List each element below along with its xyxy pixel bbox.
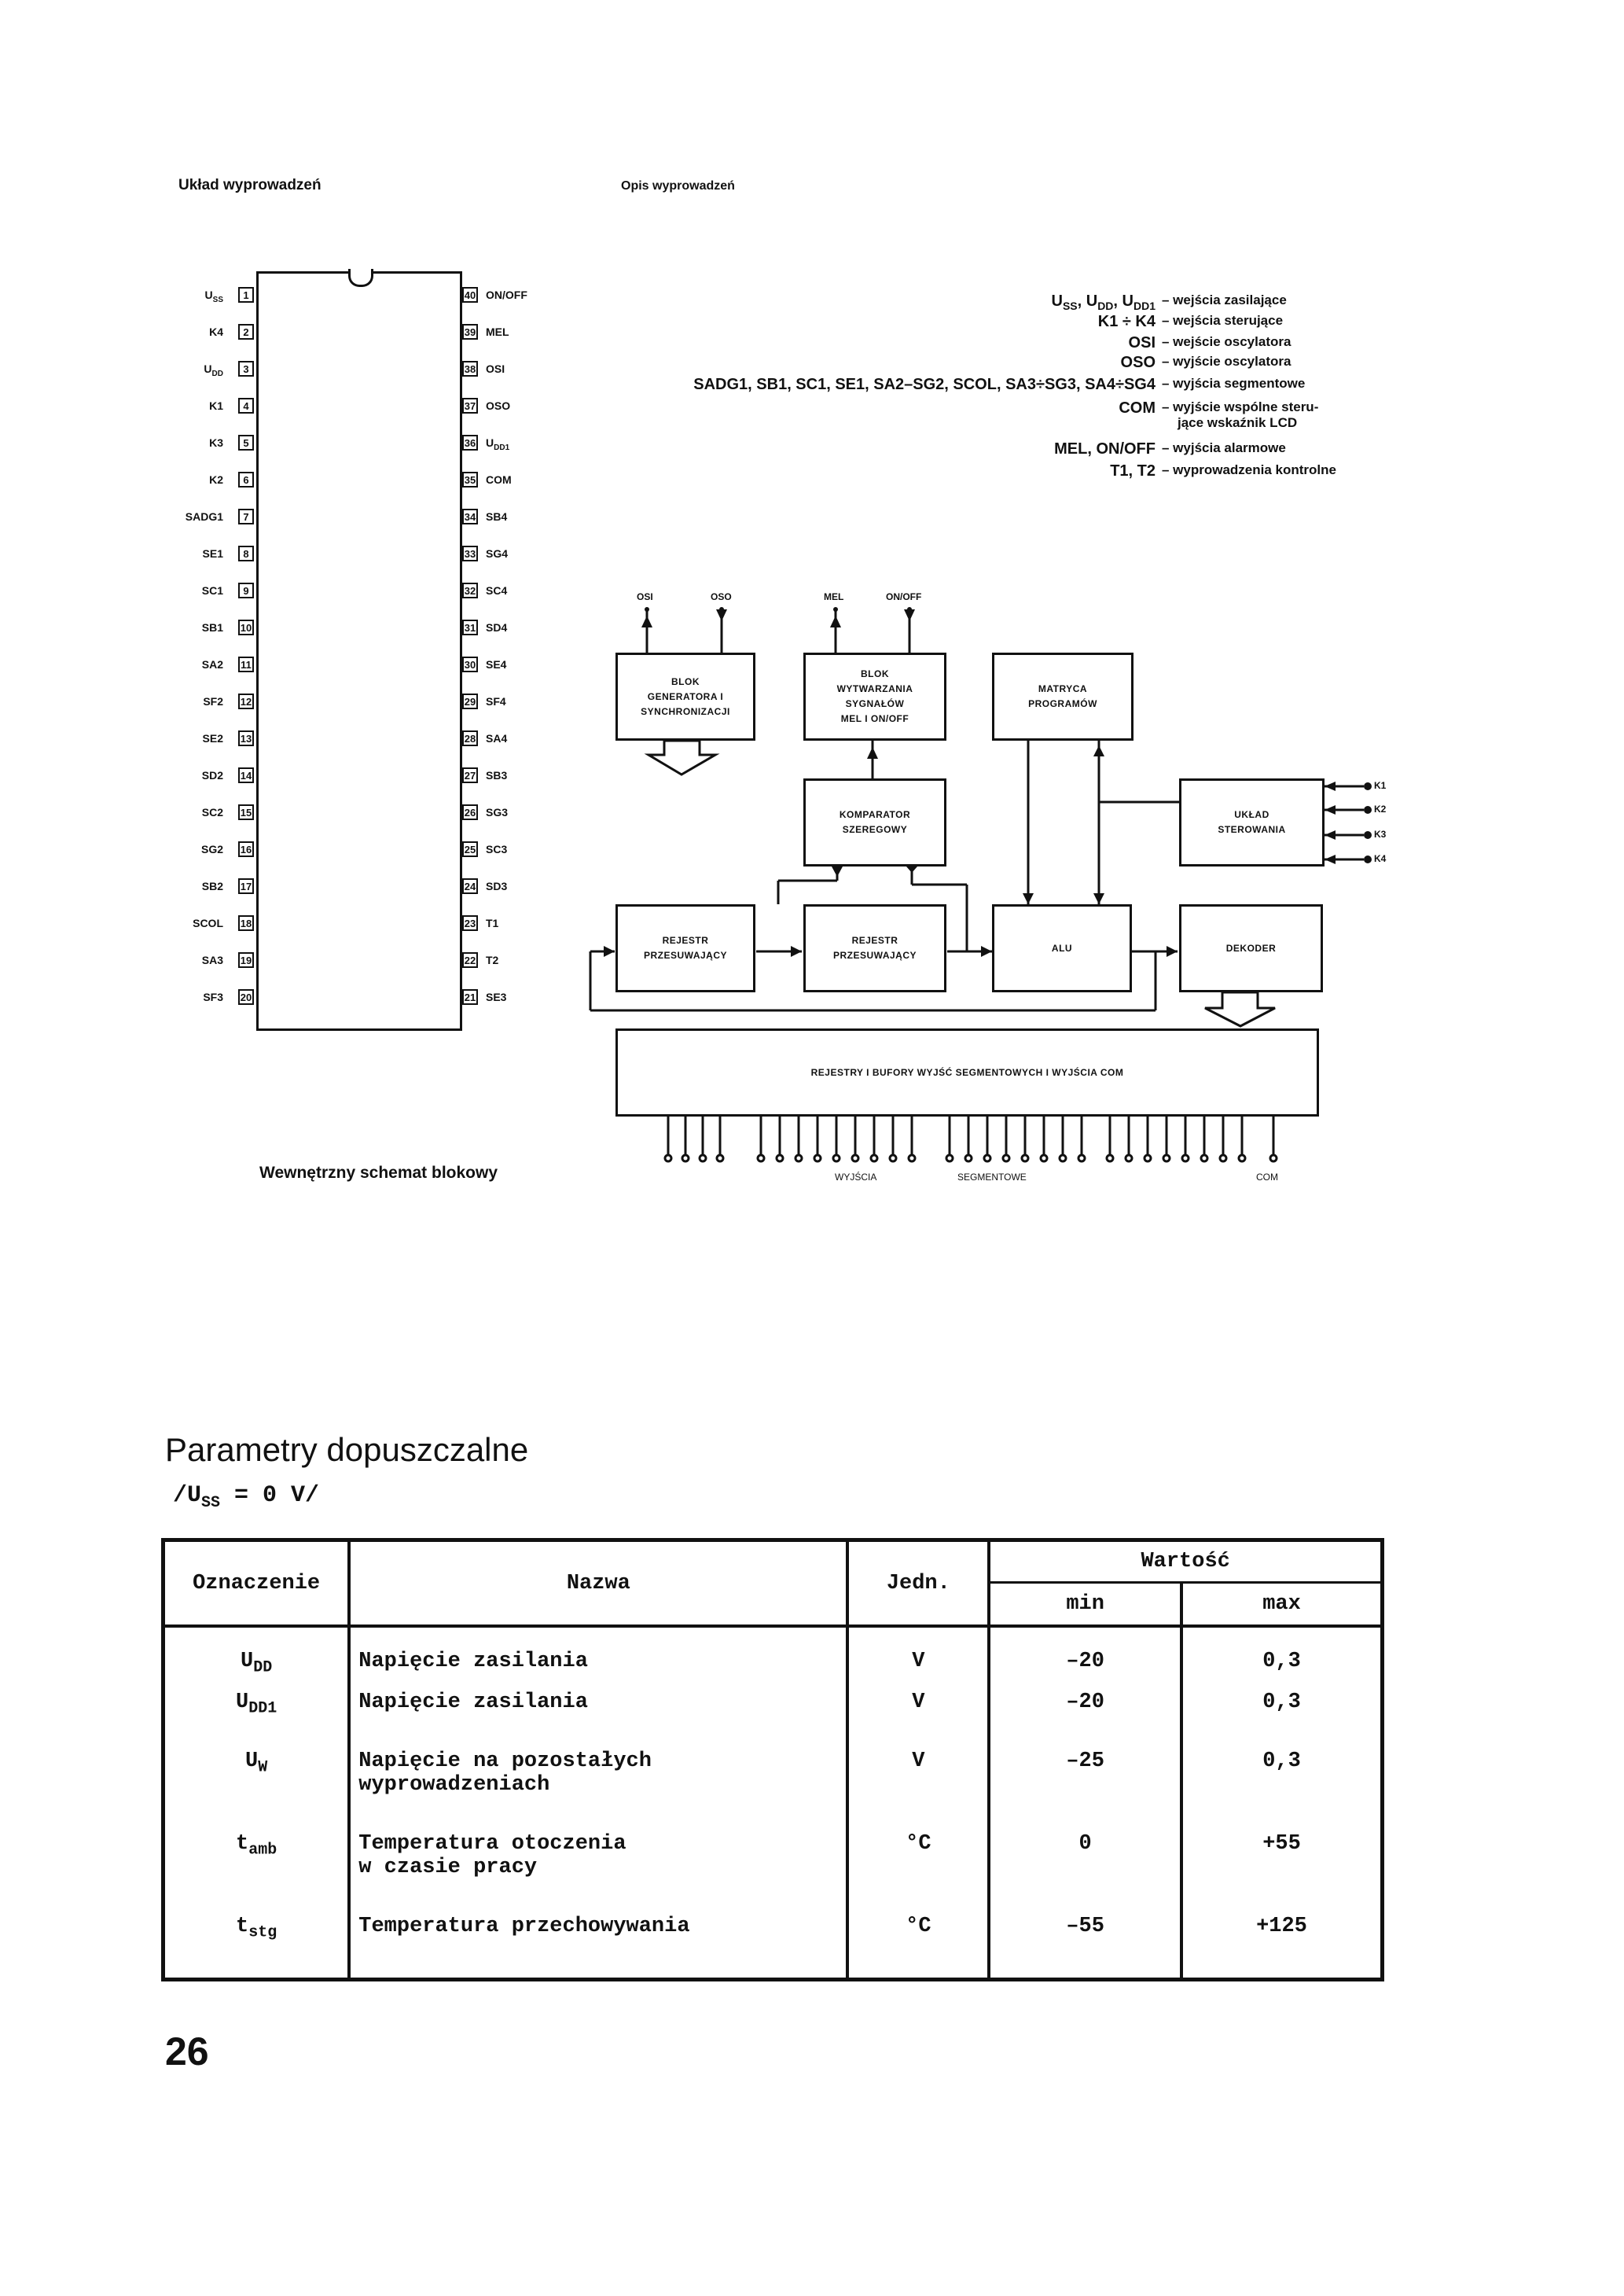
- block-label-line: DEKODER: [1225, 942, 1277, 954]
- pin-label-right: SG4: [486, 547, 509, 560]
- block-label-line: ALU: [1051, 942, 1073, 954]
- header-wartosc: Wartość: [989, 1540, 1382, 1583]
- pin-number-left: 18: [238, 915, 254, 931]
- pin-number-right: 39: [462, 324, 478, 340]
- header-max: max: [1181, 1583, 1383, 1627]
- pin-label-left: SG2: [200, 843, 223, 855]
- block-wytwarzania: [803, 653, 946, 741]
- output-pin-terminal: [890, 1155, 896, 1161]
- block-label-line: PROGRAMÓW: [1028, 698, 1097, 709]
- param-min: –25: [989, 1742, 1181, 1824]
- pin-label-right: SE4: [486, 658, 507, 671]
- pin-label-left: SE1: [202, 547, 223, 560]
- block-label-line: KOMPARATOR: [839, 809, 911, 820]
- param-symbol: $t_{stg}$: [164, 1907, 350, 1979]
- output-pin-terminal: [1182, 1155, 1189, 1161]
- output-pin-terminal: [777, 1155, 783, 1161]
- pin-label-left: SF3: [203, 991, 223, 1003]
- param-name: Temperatura przechowywania: [349, 1907, 847, 1979]
- pin-label-right: $U_{DD1}$: [486, 436, 510, 452]
- pin-number-left: 10: [238, 620, 254, 635]
- pin-number-right: 31: [462, 620, 478, 635]
- output-pin-terminal: [1163, 1155, 1170, 1161]
- pin-label-left: $U_{DD}$: [204, 362, 223, 378]
- block-label-line: PRZESUWAJĄCY: [832, 950, 917, 961]
- output-pin-terminal: [1003, 1155, 1009, 1161]
- block-label-line: UKŁAD: [1234, 809, 1269, 820]
- param-unit: °C: [847, 1824, 989, 1907]
- pin-label-left: SC1: [201, 584, 223, 597]
- block-rejestry-bufory: REJESTRY I BUFORY WYJŚĆ SEGMENTOWYCH I WYJŚCIA COM: [615, 1028, 1319, 1117]
- pin-number-right: 21: [462, 989, 478, 1005]
- signal-oso: OSO: [711, 591, 732, 602]
- header-min: min: [989, 1583, 1181, 1627]
- description-text: – wyjścia segmentowe: [1162, 376, 1306, 391]
- block-uklad-sterowania: [1179, 778, 1325, 867]
- output-pin-terminal: [814, 1155, 821, 1161]
- output-pin-terminal: [1126, 1155, 1132, 1161]
- block-label-line: SYGNAŁÓW: [845, 698, 905, 709]
- outputs-wyjscia: WYJŚCIA: [835, 1172, 877, 1183]
- block-label-line: PRZESUWAJĄCY: [643, 950, 727, 961]
- pin-label-right: SA4: [486, 732, 508, 745]
- output-pin-terminal: [1078, 1155, 1085, 1161]
- param-max: +125: [1181, 1907, 1383, 1979]
- pin-number-left: 5: [238, 435, 254, 451]
- description-pins: OSO: [1120, 354, 1156, 371]
- param-symbol: $t_{amb}$: [164, 1824, 350, 1907]
- param-unit: V: [847, 1683, 989, 1742]
- pin-label-left: K4: [209, 326, 223, 338]
- pin-number-right: 25: [462, 841, 478, 857]
- params-table: [161, 1538, 1384, 1981]
- signal-mel: MEL: [824, 591, 844, 602]
- output-pin-terminal: [946, 1155, 953, 1161]
- pin-label-left: SCOL: [193, 917, 223, 929]
- pin-number-right: 36: [462, 435, 478, 451]
- output-pin-terminal: [909, 1155, 915, 1161]
- param-row: [164, 1626, 1383, 1683]
- pin-number-left: 14: [238, 767, 254, 783]
- pin-label-right: SC3: [486, 843, 508, 855]
- output-pin-terminal: [1220, 1155, 1226, 1161]
- pin-number-right: 33: [462, 546, 478, 561]
- description-pins: MEL, ON/OFF: [1054, 440, 1156, 458]
- param-min: –20: [989, 1626, 1181, 1683]
- pin-number-left: 7: [238, 509, 254, 524]
- pin-label-right: SC4: [486, 584, 508, 597]
- pin-number-right: 22: [462, 952, 478, 968]
- pin-number-right: 35: [462, 472, 478, 488]
- block-rejestr-2: [803, 904, 946, 992]
- signal-k2: K2: [1374, 804, 1387, 815]
- output-pin-terminal: [795, 1155, 802, 1161]
- output-pin-terminal: [1022, 1155, 1028, 1161]
- description-title: Opis wyprowadzeń: [621, 179, 735, 193]
- output-pin-terminal: [1145, 1155, 1151, 1161]
- pin-label-left: SA2: [201, 658, 223, 671]
- param-unit: V: [847, 1742, 989, 1824]
- description-pins: T1, T2: [1110, 462, 1156, 480]
- block-label-line: GENERATORA I: [647, 690, 724, 702]
- pin-label-right: SB4: [486, 510, 508, 523]
- description-pins: SADG1, SB1, SC1, SE1, SA2–SG2, SCOL, SA3÷SG3, SA4÷SG4: [693, 376, 1156, 393]
- pin-label-left: SE2: [202, 732, 223, 745]
- pin-label-right: ON/OFF: [486, 289, 527, 301]
- block-dekoder: [1179, 904, 1323, 992]
- block-alu: [992, 904, 1132, 992]
- output-pin-terminal: [700, 1155, 706, 1161]
- pin-number-left: 3: [238, 361, 254, 377]
- block-label-line: WYTWARZANIA: [836, 683, 913, 694]
- condition-text: $/U_{SS} = 0$ V/: [173, 1482, 320, 1512]
- description-text: – wyjście oscylatora: [1162, 354, 1291, 369]
- pin-number-right: 32: [462, 583, 478, 598]
- pin-label-right: T2: [486, 954, 499, 966]
- block-matryca: [992, 653, 1133, 741]
- output-pin-terminal: [965, 1155, 972, 1161]
- param-row: [164, 1683, 1383, 1742]
- pin-label-right: OSO: [486, 399, 511, 412]
- signal-onoff: ON/OFF: [886, 591, 922, 602]
- pin-number-right: 26: [462, 804, 478, 820]
- signal-osi: OSI: [637, 591, 653, 602]
- description-text: – wyjścia alarmowe: [1162, 440, 1286, 455]
- output-pin-terminal: [758, 1155, 764, 1161]
- param-name: Napięcie zasilania: [349, 1626, 847, 1683]
- signal-k4: K4: [1374, 853, 1387, 864]
- pin-label-right: SF4: [486, 695, 506, 708]
- param-symbol: $U_W$: [164, 1742, 350, 1824]
- param-name: Temperatura otoczenia w czasie pracy: [349, 1824, 847, 1907]
- param-row: [164, 1907, 1383, 1979]
- output-pin-terminal: [665, 1155, 671, 1161]
- pin-number-right: 28: [462, 730, 478, 746]
- description-text: jące wskaźnik LCD: [1178, 415, 1298, 430]
- block-label-line: BLOK: [671, 675, 700, 687]
- pin-label-right: SD4: [486, 621, 508, 634]
- description-pins: COM: [1119, 399, 1156, 417]
- output-pin-terminal: [833, 1155, 840, 1161]
- output-pin-terminal: [682, 1155, 689, 1161]
- pin-label-left: SADG1: [185, 510, 223, 523]
- param-max: 0,3: [1181, 1742, 1383, 1824]
- header-oznaczenie: Oznaczenie: [164, 1540, 350, 1627]
- block-rejestr-1: [615, 904, 755, 992]
- pin-label-right: SB3: [486, 769, 508, 782]
- pin-number-right: 30: [462, 657, 478, 672]
- description-text: – wejścia zasilające: [1162, 293, 1287, 307]
- description-text: – wyjście wspólne steru-: [1162, 399, 1319, 414]
- pin-number-right: 37: [462, 398, 478, 414]
- pin-number-left: 17: [238, 878, 254, 894]
- outputs-com: COM: [1256, 1172, 1278, 1183]
- param-max: 0,3: [1181, 1683, 1383, 1742]
- output-pin-terminal: [1239, 1155, 1245, 1161]
- pin-label-left: SD2: [201, 769, 223, 782]
- param-symbol: $U_{DD}$: [164, 1626, 350, 1683]
- param-max: +55: [1181, 1824, 1383, 1907]
- block-komparator: [803, 778, 946, 867]
- output-pin-terminal: [1201, 1155, 1207, 1161]
- output-pin-terminal: [1041, 1155, 1047, 1161]
- pin-label-right: SG3: [486, 806, 509, 819]
- pin-label-right: MEL: [486, 326, 509, 338]
- output-pin-terminal: [1060, 1155, 1066, 1161]
- pin-number-left: 4: [238, 398, 254, 414]
- pin-number-right: 23: [462, 915, 478, 931]
- pin-number-right: 24: [462, 878, 478, 894]
- output-pin-terminal: [984, 1155, 990, 1161]
- pin-label-left: K1: [209, 399, 223, 412]
- description-text: – wejścia sterujące: [1162, 313, 1284, 328]
- param-name: Napięcie zasilania: [349, 1683, 847, 1742]
- description-text: – wyprowadzenia kontrolne: [1162, 462, 1336, 477]
- pin-number-right: 29: [462, 694, 478, 709]
- pin-number-left: 11: [238, 657, 254, 672]
- pin-number-left: 2: [238, 324, 254, 340]
- pin-label-left: SA3: [201, 954, 223, 966]
- param-max: 0,3: [1181, 1626, 1383, 1683]
- block-diagram-caption: Wewnętrzny schemat blokowy: [259, 1164, 498, 1182]
- block-label-line: MEL I ON/OFF: [840, 713, 909, 724]
- pin-number-left: 19: [238, 952, 254, 968]
- pin-label-right: COM: [486, 473, 512, 486]
- block-label-line: STEROWANIA: [1218, 824, 1286, 835]
- pin-number-left: 9: [238, 583, 254, 598]
- pin-number-left: 12: [238, 694, 254, 709]
- params-condition: [173, 1482, 319, 1512]
- description-pins: OSI: [1128, 334, 1156, 351]
- output-pin-terminal: [717, 1155, 723, 1161]
- pin-label-left: SB2: [201, 880, 223, 892]
- param-min: –20: [989, 1683, 1181, 1742]
- pin-label-left: $U_{SS}$: [204, 289, 223, 304]
- header-jedn: Jedn.: [847, 1540, 989, 1627]
- description-pins: $U_{SS}$, $U_{DD}$, $U_{DD1}$: [1051, 293, 1156, 312]
- pin-label-right: T1: [486, 917, 499, 929]
- output-pin-terminal: [1270, 1155, 1277, 1161]
- pin-label-left: SB1: [201, 621, 223, 634]
- signal-k1: K1: [1374, 780, 1387, 791]
- pin-number-left: 20: [238, 989, 254, 1005]
- block-label-line: MATRYCA: [1038, 683, 1088, 694]
- pin-label-left: SF2: [203, 695, 223, 708]
- output-pin-terminal: [1107, 1155, 1113, 1161]
- page-number: 26: [165, 2029, 209, 2073]
- pin-label-right: SD3: [486, 880, 508, 892]
- pin-number-left: 15: [238, 804, 254, 820]
- block-label-line: REJESTR: [662, 935, 709, 946]
- header-nazwa: Nazwa: [349, 1540, 847, 1627]
- pinout-title: Układ wyprowadzeń: [178, 177, 321, 193]
- description-text: – wejście oscylatora: [1162, 334, 1291, 349]
- pin-number-right: 40: [462, 287, 478, 303]
- block-generator: [615, 653, 755, 741]
- param-min: –55: [989, 1907, 1181, 1979]
- pin-number-left: 13: [238, 730, 254, 746]
- pin-label-right: SE3: [486, 991, 507, 1003]
- pin-label-left: SC2: [201, 806, 223, 819]
- pin-label-right: OSI: [486, 362, 505, 375]
- pin-number-right: 34: [462, 509, 478, 524]
- params-title: Parametry dopuszczalne: [165, 1431, 529, 1468]
- param-row: [164, 1824, 1383, 1907]
- block-label-line: BLOK: [860, 668, 889, 679]
- signal-k3: K3: [1374, 829, 1387, 840]
- pin-label-left: K3: [209, 436, 223, 449]
- param-row: [164, 1742, 1383, 1824]
- block-label-line: SYNCHRONIZACJI: [641, 705, 730, 717]
- param-unit: V: [847, 1626, 989, 1683]
- pin-number-left: 6: [238, 472, 254, 488]
- pin-number-right: 27: [462, 767, 478, 783]
- output-pin-terminal: [852, 1155, 858, 1161]
- param-min: 0: [989, 1824, 1181, 1907]
- pin-label-left: K2: [209, 473, 223, 486]
- pin-number-left: 8: [238, 546, 254, 561]
- block-label-line: SZEREGOWY: [842, 824, 908, 835]
- block-label-line: REJESTR: [851, 935, 898, 946]
- outputs-segmentowe: SEGMENTOWE: [957, 1172, 1027, 1183]
- output-pin-terminal: [871, 1155, 877, 1161]
- pin-number-right: 38: [462, 361, 478, 377]
- param-name: Napięcie na pozostałych wyprowadzeniach: [349, 1742, 847, 1824]
- param-symbol: $U_{DD1}$: [164, 1683, 350, 1742]
- description-pins: K1 ÷ K4: [1097, 313, 1156, 330]
- pin-number-left: 16: [238, 841, 254, 857]
- pin-number-left: 1: [238, 287, 254, 303]
- param-unit: °C: [847, 1907, 989, 1979]
